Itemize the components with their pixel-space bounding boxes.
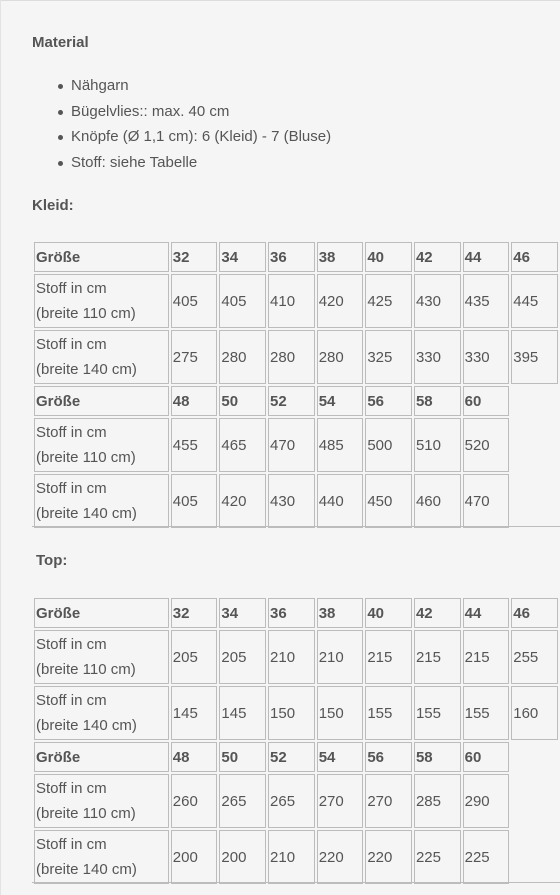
value-cell: 210	[268, 830, 315, 884]
value-cell: 470	[268, 418, 315, 472]
table-row	[34, 830, 558, 884]
row-label-cell	[34, 830, 169, 884]
size-cell: 42	[414, 598, 461, 628]
value-cell: 265	[268, 774, 315, 828]
value-cell: 430	[268, 474, 315, 528]
value-cell: 225	[414, 830, 461, 884]
size-cell: 60	[463, 386, 510, 416]
list-item: Bügelvlies:: max. 40 cm	[54, 100, 331, 126]
table-header-row	[34, 242, 558, 272]
size-cell: 54	[317, 386, 364, 416]
value-cell: 215	[463, 630, 510, 684]
value-cell: 205	[171, 630, 218, 684]
size-cell: 56	[365, 386, 412, 416]
value-cell: 215	[414, 630, 461, 684]
value-cell: 330	[414, 330, 461, 384]
row-label-line: Stoff in cm	[36, 692, 107, 709]
size-cell: 52	[268, 386, 315, 416]
size-cell: 40	[365, 242, 412, 272]
list-item: Nähgarn	[54, 74, 331, 100]
value-cell: 330	[463, 330, 510, 384]
value-cell: 155	[365, 686, 412, 740]
empty-cell	[511, 386, 558, 416]
size-cell: 56	[365, 742, 412, 772]
empty-cell	[511, 774, 558, 828]
value-cell: 285	[414, 774, 461, 828]
kleid-table-bottom-rule	[32, 526, 560, 527]
row-label-width: (breite 110 cm)	[36, 449, 136, 466]
value-cell: 520	[463, 418, 510, 472]
size-cell: 44	[463, 242, 510, 272]
row-label-line: Stoff in cm	[36, 836, 107, 853]
value-cell: 485	[317, 418, 364, 472]
row-label-width: (breite 110 cm)	[36, 661, 136, 678]
value-cell: 395	[511, 330, 558, 384]
value-cell: 470	[463, 474, 510, 528]
value-cell: 325	[365, 330, 412, 384]
kleid-table	[32, 240, 560, 530]
value-cell: 255	[511, 630, 558, 684]
list-item: Knöpfe (Ø 1,1 cm): 6 (Kleid) - 7 (Bluse)	[54, 125, 331, 151]
value-cell: 450	[365, 474, 412, 528]
table-row	[34, 274, 558, 328]
value-cell: 405	[171, 274, 218, 328]
size-label-cell: Größe	[34, 242, 169, 272]
row-label-width: (breite 140 cm)	[36, 361, 137, 378]
value-cell: 280	[219, 330, 266, 384]
row-label-cell	[34, 686, 169, 740]
table-row	[34, 774, 558, 828]
value-cell: 220	[365, 830, 412, 884]
size-cell: 38	[317, 598, 364, 628]
value-cell: 510	[414, 418, 461, 472]
top-table	[32, 596, 560, 886]
size-cell: 36	[268, 242, 315, 272]
size-cell: 32	[171, 242, 218, 272]
table-row	[34, 418, 558, 472]
row-label-cell	[34, 274, 169, 328]
row-label-width: (breite 110 cm)	[36, 305, 136, 322]
list-item: Stoff: siehe Tabelle	[54, 151, 331, 177]
size-cell: 46	[511, 242, 558, 272]
size-label-cell: Größe	[34, 742, 169, 772]
table-row	[34, 330, 558, 384]
size-cell: 36	[268, 598, 315, 628]
value-cell: 440	[317, 474, 364, 528]
value-cell: 150	[268, 686, 315, 740]
value-cell: 405	[171, 474, 218, 528]
kleid-table-container	[32, 240, 560, 530]
size-cell: 50	[219, 742, 266, 772]
size-cell: 60	[463, 742, 510, 772]
value-cell: 215	[365, 630, 412, 684]
value-cell: 500	[365, 418, 412, 472]
material-heading: Material	[32, 34, 89, 51]
value-cell: 425	[365, 274, 412, 328]
value-cell: 150	[317, 686, 364, 740]
row-label-width: (breite 140 cm)	[36, 717, 137, 734]
size-cell: 54	[317, 742, 364, 772]
value-cell: 210	[268, 630, 315, 684]
row-label-width: (breite 140 cm)	[36, 505, 137, 522]
size-cell: 46	[511, 598, 558, 628]
table-header-row	[34, 598, 558, 628]
size-cell: 52	[268, 742, 315, 772]
top-heading: Top:	[36, 552, 68, 569]
row-label-cell	[34, 630, 169, 684]
size-cell: 58	[414, 742, 461, 772]
value-cell: 430	[414, 274, 461, 328]
value-cell: 155	[414, 686, 461, 740]
value-cell: 260	[171, 774, 218, 828]
value-cell: 435	[463, 274, 510, 328]
page-top-border	[0, 0, 560, 1]
value-cell: 280	[268, 330, 315, 384]
row-label-cell	[34, 474, 169, 528]
material-list	[54, 74, 331, 176]
top-table-container	[32, 596, 560, 886]
value-cell: 290	[463, 774, 510, 828]
row-label-cell	[34, 330, 169, 384]
row-label-line: Stoff in cm	[36, 636, 107, 653]
value-cell: 420	[317, 274, 364, 328]
value-cell: 280	[317, 330, 364, 384]
value-cell: 145	[219, 686, 266, 740]
size-cell: 48	[171, 742, 218, 772]
value-cell: 270	[365, 774, 412, 828]
row-label-line: Stoff in cm	[36, 780, 107, 797]
table-row	[34, 474, 558, 528]
value-cell: 275	[171, 330, 218, 384]
empty-cell	[511, 474, 558, 528]
size-cell: 34	[219, 242, 266, 272]
size-cell: 50	[219, 386, 266, 416]
value-cell: 460	[414, 474, 461, 528]
size-cell: 38	[317, 242, 364, 272]
value-cell: 145	[171, 686, 218, 740]
size-cell: 32	[171, 598, 218, 628]
empty-cell	[511, 418, 558, 472]
size-cell: 58	[414, 386, 461, 416]
kleid-heading: Kleid:	[32, 197, 74, 214]
row-label-line: Stoff in cm	[36, 280, 107, 297]
size-cell: 34	[219, 598, 266, 628]
value-cell: 410	[268, 274, 315, 328]
size-label-cell: Größe	[34, 386, 169, 416]
table-header-row	[34, 386, 558, 416]
value-cell: 200	[171, 830, 218, 884]
row-label-line: Stoff in cm	[36, 336, 107, 353]
size-cell: 44	[463, 598, 510, 628]
table-row	[34, 686, 558, 740]
table-row	[34, 630, 558, 684]
value-cell: 420	[219, 474, 266, 528]
top-table-bottom-rule	[32, 882, 560, 883]
value-cell: 220	[317, 830, 364, 884]
value-cell: 405	[219, 274, 266, 328]
row-label-line: Stoff in cm	[36, 424, 107, 441]
value-cell: 455	[171, 418, 218, 472]
value-cell: 155	[463, 686, 510, 740]
value-cell: 265	[219, 774, 266, 828]
page-left-border	[0, 0, 1, 895]
table-header-row	[34, 742, 558, 772]
row-label-width: (breite 140 cm)	[36, 861, 137, 878]
value-cell: 210	[317, 630, 364, 684]
row-label-width: (breite 110 cm)	[36, 805, 136, 822]
value-cell: 445	[511, 274, 558, 328]
value-cell: 160	[511, 686, 558, 740]
size-label-cell: Größe	[34, 598, 169, 628]
empty-cell	[511, 830, 558, 884]
value-cell: 205	[219, 630, 266, 684]
value-cell: 225	[463, 830, 510, 884]
value-cell: 200	[219, 830, 266, 884]
row-label-line: Stoff in cm	[36, 480, 107, 497]
row-label-cell	[34, 774, 169, 828]
value-cell: 465	[219, 418, 266, 472]
row-label-cell	[34, 418, 169, 472]
empty-cell	[511, 742, 558, 772]
size-cell: 42	[414, 242, 461, 272]
size-cell: 40	[365, 598, 412, 628]
size-cell: 48	[171, 386, 218, 416]
value-cell: 270	[317, 774, 364, 828]
